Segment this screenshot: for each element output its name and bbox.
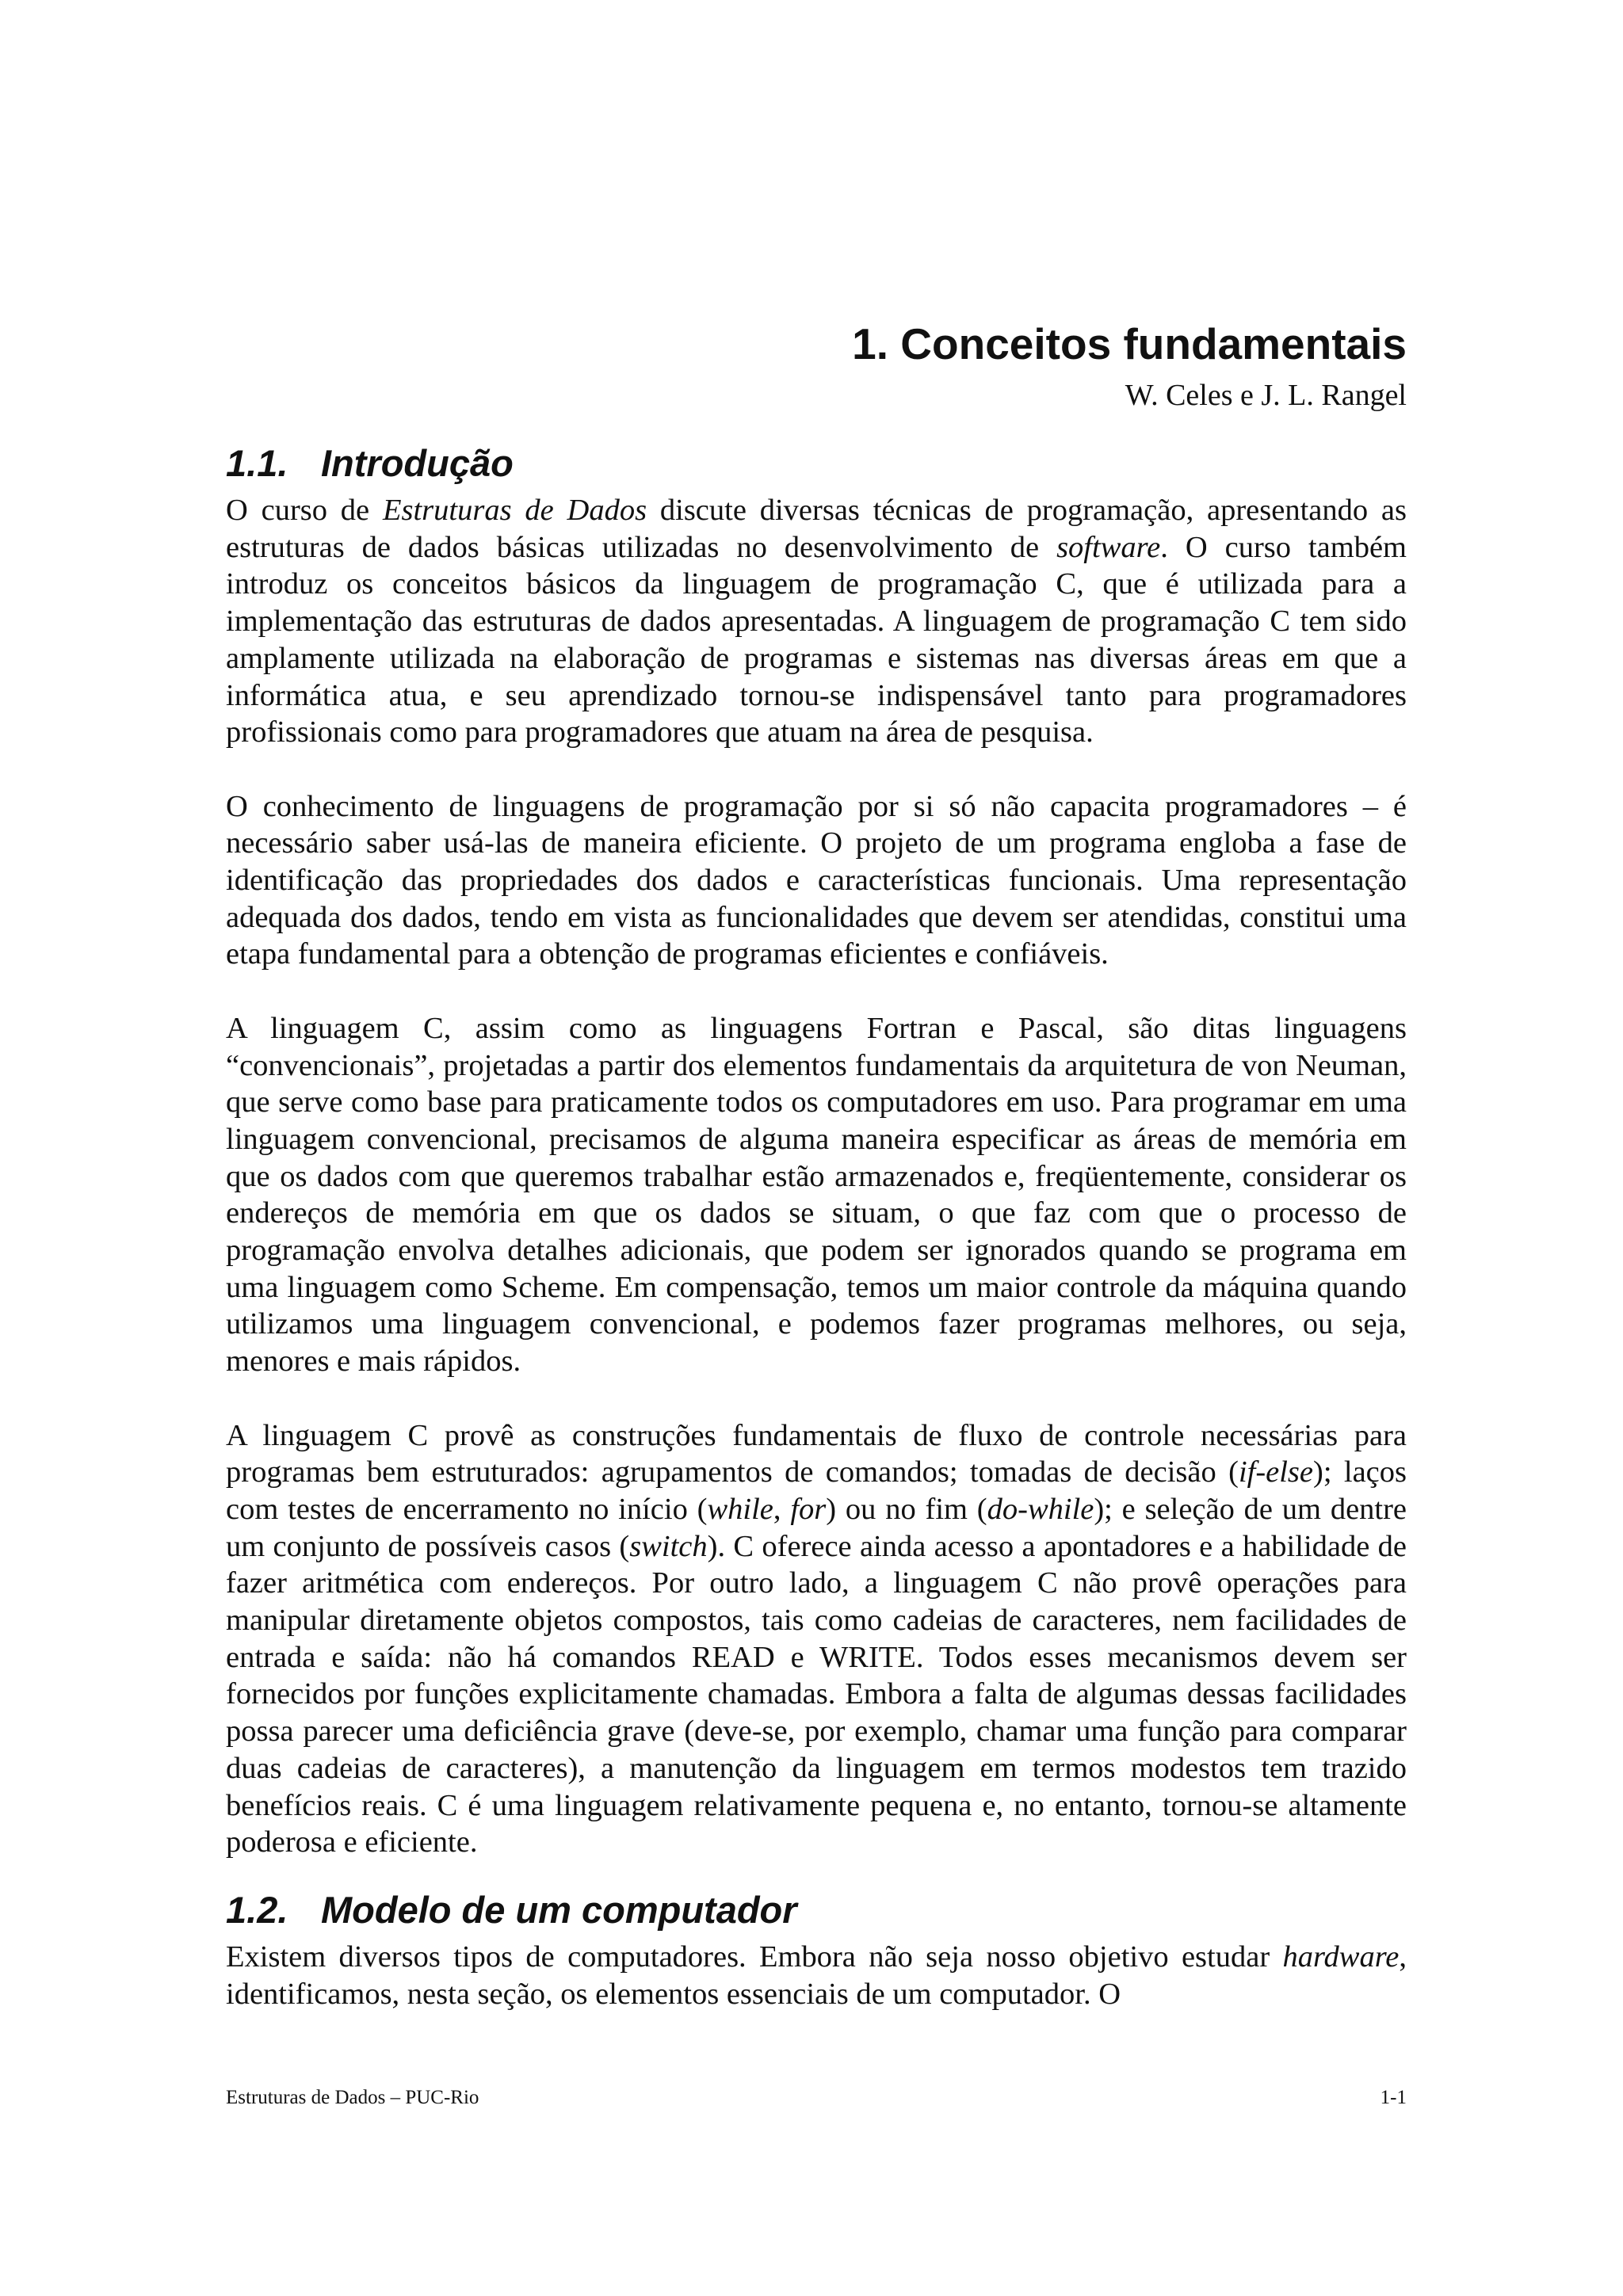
text-run: O curso de xyxy=(226,494,383,527)
paragraph xyxy=(226,1939,1407,2012)
text-run: ) ou no fim ( xyxy=(826,1492,987,1526)
text-run: A linguagem C provê as construções fundamentais de fluxo de controle necessárias para programas bem estruturados: agrupamentos de comandos; tomadas de decisão ( xyxy=(226,1418,1407,1489)
section-title: Modelo de um computador xyxy=(321,1889,797,1931)
italic-term: software xyxy=(1056,530,1161,564)
section-title: Introdução xyxy=(321,442,514,484)
text-run: Existem diversos tipos de computadores. Embora não seja nosso objetivo estudar xyxy=(226,1940,1283,1974)
italic-term: Estruturas de Dados xyxy=(382,494,647,527)
italic-term: do-while xyxy=(987,1492,1094,1526)
text-run: . O curso também introduz os conceitos básicos da linguagem de programação C, que é utilizada para a implementação das estruturas de dados apresentadas. A linguagem de programação C tem sido amplamente utilizada na elaboração de programas e sistemas nas diversas áreas em que a informática atua, e seu aprendizado tornou-se indispensável tanto para programadores profissionais como para programadores que atuam na área de pesquisa. xyxy=(226,530,1407,749)
text-run: ); laços com testes de encerramento no início ( xyxy=(226,1455,1407,1526)
section-body-modelo xyxy=(226,1939,1407,2012)
text-run: , identificamos, nesta seção, os elementos essenciais de um computador. O xyxy=(226,1940,1407,2011)
paragraph: O conhecimento de linguagens de programação por si só não capacita programadores – é necessário saber usá-las de maneira eficiente. O projeto de um programa engloba a fase de identificação das propriedades dos dados e características funcionais. Uma representação adequada dos dados, tendo em vista as funcionalidades que devem ser atendidas, constitui uma etapa fundamental para a obtenção de programas eficientes e confiáveis. xyxy=(226,789,1407,971)
page-number: 1-1 xyxy=(1380,2087,1407,2108)
section-heading-introducao xyxy=(226,440,514,487)
italic-term: switch xyxy=(629,1529,708,1563)
text-run: ). C oferece ainda acesso a apontadores e a habilidade de fazer aritmética com endereços. Por outro lado, a linguagem C não provê operações para manipular diretamente objetos compostos, tais como cadeias de caracteres, nem facilidades de entrada e saída: não há comandos READ e WRITE. Todos esses mecanismos devem ser fornecidos por funções explicitamente chamadas. Embora a falta de algumas dessas facilidades possa parecer uma deficiência grave (deve-se, por exemplo, chamar uma função para comparar duas cadeias de caracteres), a manutenção da linguagem em termos modestos tem trazido benefícios reais. C é uma linguagem relativamente pequena e, no entanto, tornou-se altamente poderosa e eficiente. xyxy=(226,1529,1407,1859)
chapter-title: 1. Conceitos fundamentais xyxy=(852,319,1407,368)
authors: W. Celes e J. L. Rangel xyxy=(1125,379,1407,412)
section-heading-modelo xyxy=(226,1886,797,1934)
italic-term: if-else xyxy=(1238,1455,1314,1489)
document-page xyxy=(226,0,1407,2296)
text-run: discute diversas técnicas de programação, apresentando as estruturas de dados básicas utilizadas no desenvolvimento de xyxy=(226,494,1407,564)
section-number: 1.2. xyxy=(226,1889,288,1931)
italic-term: for xyxy=(790,1492,827,1526)
paragraph xyxy=(226,492,1407,751)
section-number: 1.1. xyxy=(226,442,288,484)
footer-book-title: Estruturas de Dados – PUC-Rio xyxy=(226,2087,479,2108)
italic-term: while xyxy=(707,1492,773,1526)
italic-term: hardware xyxy=(1282,1940,1400,1974)
paragraph: A linguagem C, assim como as linguagens Fortran e Pascal, são ditas linguagens “convencionais”, projetadas a partir dos elementos fundamentais da arquitetura de von Neuman, que serve como base para praticamente todos os computadores em uso. Para programar em uma linguagem convencional, precisamos de alguma maneira especificar as áreas de memória em que os dados com que queremos trabalhar estão armazenados e, freqüentemente, considerar os endereços de memória em que os dados se situam, o que faz com que o processo de programação envolva detalhes adicionais, que podem ser ignorados quando se programa em uma linguagem como Scheme. Em compensação, temos um maior controle da máquina quando utilizamos uma linguagem convencional, e podemos fazer programas melhores, ou seja, menores e mais rápidos. xyxy=(226,1011,1407,1379)
text-run: , xyxy=(773,1492,791,1526)
section-body-introducao xyxy=(226,492,1407,1861)
text-run: ); e seleção de um dentre um conjunto de possíveis casos ( xyxy=(226,1492,1407,1563)
paragraph xyxy=(226,1417,1407,1861)
